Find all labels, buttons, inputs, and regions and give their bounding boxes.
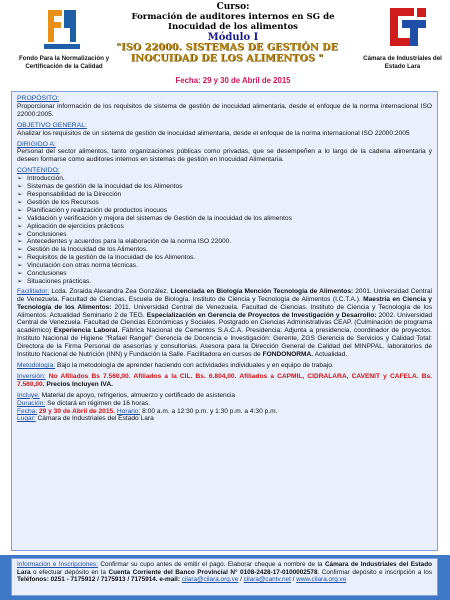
footer-email-label: e-mail: xyxy=(159,576,180,584)
list-item: ➢ Validación y verificación y mejora del sistemas de Gestión de la inocuidad de los alimentos xyxy=(17,215,432,223)
proposito-text: Proporcionar información de los requisitos de sistema de gestión de inocuidad alimentaria, desde el enfoque de la norma internacional ISO 22000:2005. xyxy=(17,102,432,118)
proposito-title: PROPÓSITO: xyxy=(17,95,60,102)
dirigido-text: Personal del sector alimentos, tanto organizaciones públicas como privadas, que se desempeñen a lo largo de la cadena alimentaria y deseen formarse como auditores internos en sistemas de gestión en Inocuidad Alimentaria. xyxy=(17,148,432,164)
facilitador-text5: Actualidad. xyxy=(314,351,348,359)
objetivo-text: Analizar los requisitos de un sistema de gestión de inocuidad alimentaria, desde el enfoque de la norma internacional ISO 22000:2005 xyxy=(17,129,410,137)
footer-sep1: / xyxy=(238,576,244,584)
lugar-label: Lugar: xyxy=(17,415,36,423)
facilitador-name: Lcda. Zoraida Alexandra Zea González. xyxy=(51,287,169,295)
website-link[interactable]: www.cilara.org.ve xyxy=(296,576,347,584)
list-item: ➢ Conclusiones xyxy=(17,270,432,278)
horario-value: 8:00 a.m. a 12:30 p.m. y 1:30 p.m. a 4:30 p.m. xyxy=(142,407,278,415)
footer-account: Cuenta Corriente del Banco Provincial N° 0108-2428-17-0100002578 xyxy=(108,568,318,576)
duracion-label: Duración: xyxy=(17,399,46,407)
list-item: ➢ Situaciones prácticas. xyxy=(17,278,432,286)
footer-sep2: / xyxy=(290,576,297,584)
list-item: ➢ Conclusiones xyxy=(17,231,432,239)
facilitador-experience-label: Experiencia Laboral. xyxy=(53,327,120,335)
list-item: ➢ Requisitos de la gestión de la Inocuidad de los Alimentos. xyxy=(17,254,432,262)
contenido-title: CONTENIDO: xyxy=(17,167,60,175)
email-link-2[interactable]: cilara@cantv.net xyxy=(243,576,291,584)
facilitador-degree3: Especialización en Gerencia de Proyectos de Investigación y Desarrollo: xyxy=(146,311,377,319)
inversion-label: Inversión: xyxy=(17,372,46,380)
facilitador-text3: 2002. Universidad Central de Venezuela. Facultad de Ciencias Económicas y Sociales. Postgrado en Ciencias Administrativas CEAP. (Culminación de programa académico) xyxy=(17,311,432,335)
header xyxy=(0,0,450,90)
list-item: ➢ Responsabilidad de la Dirección xyxy=(17,191,432,199)
footer-text3: . Confirmar depósito e inscripción a los xyxy=(317,568,433,576)
footer-text1: Confirmar su cupo antes de emitir el pago. Elaborar cheque a nombre de la xyxy=(100,561,323,568)
org-left-name: Fondo Para la Normalización y Certificación de la Calidad xyxy=(18,55,110,70)
module-title: Módulo I xyxy=(207,32,259,43)
facilitador-fondonorma: FONDONORMA. xyxy=(262,351,314,359)
course-label: Curso: xyxy=(216,2,250,12)
facilitador-text4: Fábrica Nacional de Cementos S.A.C.A. Presidencia: Adjunta a presidencia, coordinador de proyectos. Instituto Nacional de Higiene "Rafael Rangel" Gerencia de Docencia e Investigación: Gerente, ZGS Gerencia de Servicios y Calidad Total: Directora de la Firma Personal de asesorías y consultorías. Asesora para la Dirección General de Calidad del MINPPAL. laboratorios de Instituto Nacional de Nutrición (INN) y Fundación la Salle. Facilitadora en cursos de xyxy=(17,327,432,359)
facilitador-text2: 2011. Universidad Central de Venezuela. Facultad de Ciencias. Instituto de Ciencia y Tecnología de los Alimentos. Actualidad Seminario 2 de TEG. xyxy=(17,303,433,319)
list-item: ➢ Vinculación con otras norma técnicas. xyxy=(17,262,432,270)
inversion-tail: Precios Incluyen IVA. xyxy=(46,380,113,388)
inversion-text: No Afiliados Bs 7.560,00. Afiliados a la CIL. Bs. 6.804,00. Afiliados a CAPMIL, CIDRALARA, CAVENIT y CAFELA. Bs. 7.560,00. xyxy=(17,372,432,388)
fecha-label: Fecha: xyxy=(17,407,38,415)
course-title-line2: Inocuidad de los alimentos xyxy=(167,22,299,32)
cil-logo xyxy=(388,6,428,48)
footer-label: Información e Inscripciones: xyxy=(17,561,98,568)
facilitador-text1: 2001. Universidad Central de Venezuela. Facultad de Ciencias. Escuela de Biología. Instituto de Ciencia y Tecnología de Alimentos (I.C.T.A.). xyxy=(17,287,432,303)
facilitador-degree2: Maestría en Ciencia y Tecnología de los Alimentos: xyxy=(17,295,432,311)
metodologia-row xyxy=(17,362,432,370)
iso-title: "ISO 22000. SISTEMAS DE GESTIÓN DE INOCUIDAD DE LOS ALIMENTOS " xyxy=(116,42,338,64)
facilitador-paragraph xyxy=(17,288,432,359)
metodologia-label: Metodología: xyxy=(17,362,56,369)
fecha-row xyxy=(17,408,432,416)
horario-label: Horario: xyxy=(116,407,141,415)
course-title-line1: Formación de auditores internos en SG de xyxy=(131,12,335,22)
footer-bold1: Cámara de Industriales del Estado Lara xyxy=(17,561,433,576)
lugar-row xyxy=(17,415,432,423)
contenido-list xyxy=(17,175,432,286)
dirigido-title: DIRIGIDO A: xyxy=(17,140,56,148)
fondonorma-logo xyxy=(40,6,84,52)
footer-band xyxy=(0,555,450,600)
incluye-text: Material de apoyo, refrigerios, almuerzo y certificado de asistencia xyxy=(41,391,236,399)
fecha-value: 29 y 30 de Abril de 2015. xyxy=(39,407,116,415)
email-link-1[interactable]: cilara@cilara.org.ve xyxy=(181,576,239,584)
duracion-row xyxy=(17,400,432,408)
inversion-row xyxy=(17,373,432,389)
list-item: ➢ Gestión de la Inocuidad de los Alimentos. xyxy=(17,246,432,254)
lugar-text: Cámara de Industriales del Estado Lara xyxy=(37,415,154,423)
incluye-label: Incluye: xyxy=(17,391,40,399)
list-item: ➢ Antecedentes y acuerdos para la elaboración de la norma ISO 22000. xyxy=(17,238,432,246)
footer-phones: Teléfonos: 0251 - 7175912 / 7175913 / 7175914. xyxy=(17,576,158,584)
list-item: ➢ Sistemas de gestión de la inocuidad de los Alimentos xyxy=(17,183,432,191)
content-panel xyxy=(11,91,438,551)
title-block xyxy=(118,2,348,43)
org-right-name: Cámara de Industriales del Estado Lara xyxy=(363,55,442,70)
metodologia-text: Bajo la metodología de aprender haciendo con actividades individuales y en equipo de trabajo. xyxy=(56,362,334,369)
list-item: ➢ Introducción. xyxy=(17,175,432,183)
incluye-row xyxy=(17,392,432,400)
footer-text2: o efectuar depósito en la xyxy=(33,568,106,576)
list-item: ➢ Aplicación de ejercicios prácticos xyxy=(17,223,432,231)
list-item: ➢ Planificación y realización de productos inocuos xyxy=(17,207,432,215)
objetivo-title: OBJETIVO GENERAL: xyxy=(17,121,87,129)
course-date: Fecha: 29 y 30 de Abril de 2015 xyxy=(175,76,291,85)
duracion-text: Se dictará en régimen de 16 horas. xyxy=(47,399,151,407)
list-item: ➢ Gestión de los Recursos xyxy=(17,199,432,207)
footer-info xyxy=(11,558,438,596)
facilitador-degree1: Licenciada en Biología Mención Tecnología de Alimentos: xyxy=(170,287,354,295)
facilitador-label: Facilitador: xyxy=(17,287,50,295)
